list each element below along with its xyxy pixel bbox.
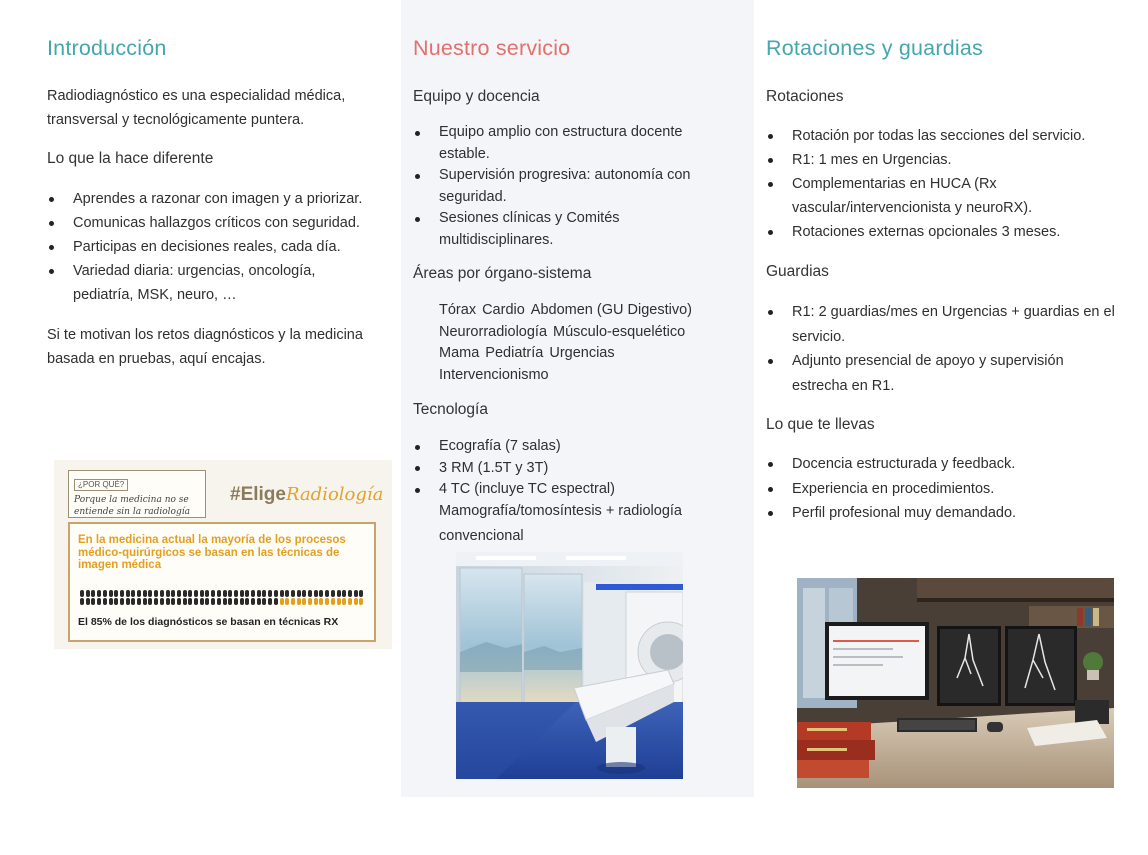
hand-icon (234, 590, 238, 597)
hand-icon (240, 598, 244, 605)
hand-icon (131, 590, 135, 597)
hand-icon (171, 598, 175, 605)
take-bullet-list (766, 452, 1126, 526)
hand-icon (97, 598, 101, 605)
hand-icon (342, 590, 346, 597)
hand-icon (143, 590, 147, 597)
hand-icon (211, 590, 215, 597)
area-item: Músculo-esquelético (553, 323, 686, 340)
hand-icon (274, 590, 278, 597)
intro-subtitle: Lo que la hace diferente (47, 150, 214, 167)
hand-icon (342, 598, 346, 605)
elige-radiologia-banner (54, 460, 392, 649)
hand-icon (268, 598, 272, 605)
hand-icon (114, 598, 118, 605)
hand-icon (337, 598, 341, 605)
hand-icon (337, 590, 341, 597)
area-item: Neurorradiología (439, 323, 548, 340)
hand-icon (188, 598, 192, 605)
area-item: Intervencionismo (439, 366, 549, 383)
areas-line-4 (439, 365, 743, 387)
hand-icon (148, 590, 152, 597)
hand-icon (223, 598, 227, 605)
hand-icon (274, 598, 278, 605)
hand-icon (291, 590, 295, 597)
areas-subtitle: Áreas por órgano-sistema (413, 265, 592, 282)
rotations-title: Rotaciones y guardias (766, 36, 983, 60)
rotations-subtitle: Rotaciones (766, 88, 844, 105)
hand-icon (302, 598, 306, 605)
hand-icon (166, 598, 170, 605)
hand-icon (126, 590, 130, 597)
list-item: Aprendes a razonar con imagen y a priorizar. (47, 187, 392, 211)
hand-icon (200, 598, 204, 605)
hand-icon (257, 598, 261, 605)
hand-icon (188, 590, 192, 597)
hand-icon (257, 590, 261, 597)
area-item: Tórax (439, 302, 477, 318)
hand-icon (160, 598, 164, 605)
hand-icon (171, 590, 175, 597)
hand-icon (103, 590, 107, 597)
question-box (68, 470, 206, 518)
area-item: Mama (439, 345, 480, 361)
hand-icon (194, 598, 198, 605)
list-item: Rotación por todas las secciones del servicio. (766, 124, 1126, 148)
list-item: Docencia estructurada y feedback. (766, 452, 1126, 477)
hand-icon (354, 598, 358, 605)
list-item: Variedad diaria: urgencias, oncología, pediatría, MSK, neuro, … (47, 259, 347, 307)
hand-icon (348, 590, 352, 597)
intro-title: Introducción (47, 36, 167, 60)
question-tag: ¿POR QUÉ? (74, 479, 128, 491)
hand-icon (319, 590, 323, 597)
hand-icon (137, 598, 141, 605)
hand-icon (302, 590, 306, 597)
areas-line-3 (439, 343, 743, 365)
hand-icon (228, 590, 232, 597)
hand-icon (308, 590, 312, 597)
hand-icon (268, 590, 272, 597)
area-item: Pediatría (485, 345, 544, 361)
hand-icon (80, 598, 84, 605)
hand-icon (251, 598, 255, 605)
hand-icon (297, 598, 301, 605)
hand-icon (154, 590, 158, 597)
hand-icon (86, 590, 90, 597)
guard-bullet-list (766, 300, 1126, 398)
area-item: Cardio (482, 302, 525, 318)
hand-icon (183, 598, 187, 605)
list-item: Equipo amplio con estructura docente estable. (413, 122, 733, 165)
workstation-illustration (797, 578, 1114, 788)
hand-icon (251, 590, 255, 597)
hand-icon (194, 590, 198, 597)
hashtag (230, 484, 383, 506)
hand-icon (217, 590, 221, 597)
areas-list (413, 300, 743, 386)
area-item: Abdomen (GU Digestivo) (530, 302, 692, 318)
hand-icon (319, 598, 323, 605)
hand-icon (285, 598, 289, 605)
hand-icon (120, 598, 124, 605)
list-item: Adjunto presencial de apoyo y supervisión estrecha en R1. (766, 349, 1118, 398)
hand-icon (86, 598, 90, 605)
hand-icon (223, 590, 227, 597)
hand-icon (80, 590, 84, 597)
statistic-box (68, 522, 376, 642)
question-text: Porque la medicina no se entiende sin la radiología (74, 495, 190, 517)
hand-icon (166, 590, 170, 597)
hand-icon (137, 590, 141, 597)
hand-icon (177, 590, 181, 597)
radiology-workstation-photo (797, 578, 1114, 788)
hand-icon (291, 598, 295, 605)
list-item: Experiencia en procedimientos. (766, 477, 1126, 502)
hand-icon (114, 590, 118, 597)
areas-line-1 (439, 300, 743, 322)
tech-subtitle: Tecnología (413, 401, 488, 418)
mri-room-photo (456, 552, 683, 779)
hand-icon (183, 590, 187, 597)
hand-icon (331, 590, 335, 597)
mri-room-illustration (456, 552, 683, 779)
hand-icon (245, 590, 249, 597)
hand-icon (205, 598, 209, 605)
hand-icon (217, 598, 221, 605)
hand-icon (120, 590, 124, 597)
hand-icon (359, 598, 363, 605)
hands-pictogram (80, 590, 365, 606)
hand-icon (245, 598, 249, 605)
hand-icon (160, 590, 164, 597)
hand-icon (200, 590, 204, 597)
hand-icon (103, 598, 107, 605)
hand-icon (148, 598, 152, 605)
guard-subtitle: Guardias (766, 263, 829, 280)
tech-extra: Mamografía/tomosíntesis + radiología convencional (439, 503, 682, 544)
hand-icon (314, 590, 318, 597)
list-item: Sesiones clínicas y Comités multidisciplinares. (413, 208, 653, 251)
hand-icon (97, 590, 101, 597)
list-item: Complementarias en HUCA (Rx vascular/intervencionista y neuroRX). (766, 172, 1076, 220)
hand-icon (262, 590, 266, 597)
intro-bullet-list (47, 187, 392, 307)
hand-icon (109, 598, 113, 605)
hand-icon (240, 590, 244, 597)
hand-icon (126, 598, 130, 605)
rotations-bullet-list (766, 124, 1126, 244)
hand-icon (354, 590, 358, 597)
list-item: Comunicas hallazgos críticos con seguridad. (47, 211, 392, 235)
hand-icon (359, 590, 363, 597)
list-item: Participas en decisiones reales, cada día. (47, 235, 392, 259)
hand-icon (325, 598, 329, 605)
hand-icon (91, 598, 95, 605)
list-item: Ecografía (7 salas) (413, 436, 743, 458)
tech-bullet-list (413, 436, 743, 501)
hand-icon (228, 598, 232, 605)
intro-paragraph: Radiodiagnóstico es una especialidad médica, transversal y tecnológicamente puntera. (47, 88, 346, 128)
hand-icon (91, 590, 95, 597)
hand-icon (177, 598, 181, 605)
team-bullet-list (413, 122, 733, 251)
hand-icon (234, 598, 238, 605)
hand-icon (348, 598, 352, 605)
list-item: R1: 1 mes en Urgencias. (766, 148, 1126, 172)
hand-icon (325, 590, 329, 597)
hand-icon (280, 590, 284, 597)
list-item: 3 RM (1.5T y 3T) (413, 458, 743, 480)
hand-icon (280, 598, 284, 605)
statistic-footer: El 85% de los diagnósticos se basan en técnicas RX (78, 616, 339, 628)
list-item: 4 TC (incluye TC espectral) (413, 479, 743, 501)
list-item: R1: 2 guardias/mes en Urgencias + guardias en el servicio. (766, 300, 1118, 349)
hand-icon (109, 590, 113, 597)
hand-icon (211, 598, 215, 605)
hand-icon (262, 598, 266, 605)
service-title: Nuestro servicio (413, 36, 571, 60)
list-item: Supervisión progresiva: autonomía con seguridad. (413, 165, 723, 208)
list-item: Perfil profesional muy demandado. (766, 501, 1126, 526)
take-subtitle: Lo que te llevas (766, 416, 875, 433)
hand-icon (285, 590, 289, 597)
list-item: Rotaciones externas opcionales 3 meses. (766, 220, 1126, 244)
hashtag-suffix: Radiología (285, 484, 384, 505)
hand-icon (154, 598, 158, 605)
hand-icon (331, 598, 335, 605)
area-item: Urgencias (549, 345, 615, 361)
hand-icon (131, 598, 135, 605)
statistic-headline: En la medicina actual la mayoría de los procesos médico-quirúrgicos se basan en las técnicas de imagen médica (78, 534, 346, 571)
hashtag-prefix: #Elige (230, 484, 286, 505)
hand-icon (297, 590, 301, 597)
team-subtitle: Equipo y docencia (413, 88, 540, 105)
hand-icon (308, 598, 312, 605)
areas-line-2 (439, 322, 743, 344)
hand-icon (143, 598, 147, 605)
intro-closing-paragraph: Si te motivan los retos diagnósticos y la medicina basada en pruebas, aquí encajas. (47, 327, 363, 367)
hand-icon (314, 598, 318, 605)
hand-icon (205, 590, 209, 597)
